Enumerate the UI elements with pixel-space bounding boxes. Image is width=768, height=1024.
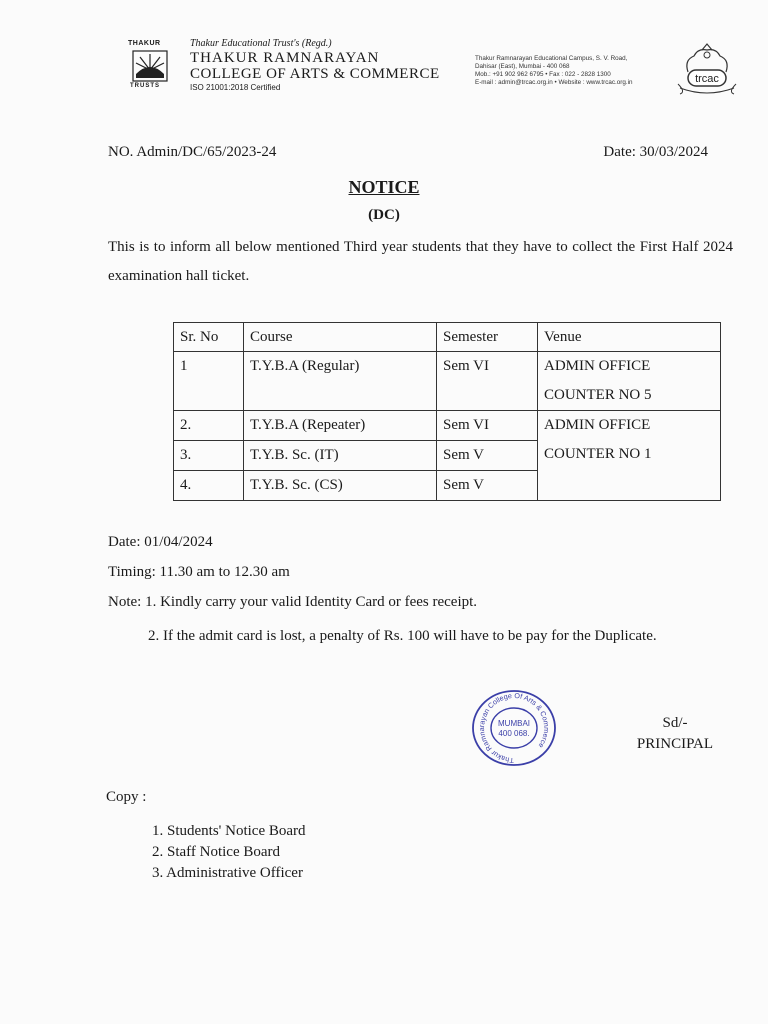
table-row: [174, 411, 721, 441]
signature-designation: PRINCIPAL: [636, 736, 714, 752]
cell-course: T.Y.B. Sc. (CS): [244, 471, 437, 501]
venue-line1: ADMIN OFFICE: [544, 358, 651, 374]
sunburst-icon: [132, 50, 168, 82]
address-line2: Dahisar (East), Mumbai - 400 068: [475, 63, 570, 70]
hall-ticket-table: [173, 322, 721, 501]
list-item: 2. Staff Notice Board: [152, 844, 281, 860]
thakur-trusts-logo: [128, 40, 172, 92]
college-name-line1: THAKUR RAMNARAYAN: [190, 50, 380, 66]
cell-semester: Sem V: [437, 441, 538, 471]
exam-date: Date: 01/04/2024: [108, 534, 213, 550]
cell-course: T.Y.B.A (Repeater): [244, 411, 437, 441]
header-sr-no: Sr. No: [174, 323, 244, 352]
cell-sr: 4.: [174, 471, 244, 501]
venue-line1: ADMIN OFFICE: [544, 417, 651, 433]
table-header-row: [174, 323, 721, 352]
email-line: E-mail : admin@trcac.org.in • Website : www.trcac.org.in: [475, 79, 633, 86]
cell-semester: Sem VI: [437, 411, 538, 441]
cell-sr: 3.: [174, 441, 244, 471]
header-semester: Semester: [437, 323, 538, 352]
trust-name: Thakur Educational Trust's (Regd.): [190, 38, 332, 49]
address-line1: Thakur Ramnarayan Educational Campus, S. V. Road,: [475, 55, 628, 62]
notice-date: Date: 30/03/2024: [603, 144, 708, 160]
trcac-crest-logo: [676, 42, 738, 98]
cell-sr: 2.: [174, 411, 244, 441]
seal-ring-text: Thakur Ramnarayan College Of Arts & Commerce: [476, 690, 552, 766]
notice-body: This is to inform all below mentioned Third year students that they have to collect the First Half 2024 examination hall ticket.: [108, 239, 733, 284]
copy-label: Copy :: [106, 789, 147, 805]
reference-number: NO. Admin/DC/65/2023-24: [108, 144, 277, 160]
list-item: 1. Students' Notice Board: [152, 823, 306, 839]
note-2: 2. If the admit card is lost, a penalty of Rs. 100 will have to be pay for the Duplicate.: [148, 628, 657, 644]
college-name-line2: COLLEGE OF ARTS & COMMERCE: [190, 66, 440, 82]
seal-center-line1: MUMBAI: [498, 719, 530, 728]
cell-course: T.Y.B.A (Regular): [244, 352, 437, 411]
signature-block: [620, 713, 730, 755]
cell-sr: 1: [174, 352, 244, 411]
notice-title: NOTICE: [348, 177, 420, 197]
college-name-block: [190, 38, 440, 92]
trust-logo-bottom-text: TRUSTS: [130, 83, 160, 89]
cell-venue: [538, 352, 721, 411]
venue-line2: COUNTER NO 1: [544, 446, 652, 462]
trust-logo-top-text: THAKUR: [128, 40, 161, 47]
header-course: Course: [244, 323, 437, 352]
header-venue: Venue: [538, 323, 721, 352]
table-row: [174, 352, 721, 411]
cell-course: T.Y.B. Sc. (IT): [244, 441, 437, 471]
seal-center-line2: 400 068.: [498, 729, 530, 738]
cell-semester: Sem V: [437, 471, 538, 501]
cell-semester: Sem VI: [437, 352, 538, 411]
list-item: 3. Administrative Officer: [152, 865, 303, 881]
iso-certification: ISO 21001:2018 Certified: [190, 83, 281, 92]
notice-subtitle: (DC): [368, 207, 400, 223]
signature-sd: Sd/-: [662, 715, 688, 731]
crest-text: trcac: [695, 73, 719, 85]
college-seal-stamp: [469, 688, 559, 772]
copy-list: [152, 821, 306, 884]
letterhead: [128, 38, 740, 100]
college-address: [475, 55, 633, 87]
note-1: Note: 1. Kindly carry your valid Identity Card or fees receipt.: [108, 594, 478, 610]
contact-line: Mob.: +91 902 962 6795 • Fax : 022 - 2828 1300: [475, 71, 611, 78]
cell-venue: [538, 411, 721, 501]
exam-timing: Timing: 11.30 am to 12.30 am: [108, 564, 290, 580]
venue-line2: COUNTER NO 5: [544, 387, 652, 403]
